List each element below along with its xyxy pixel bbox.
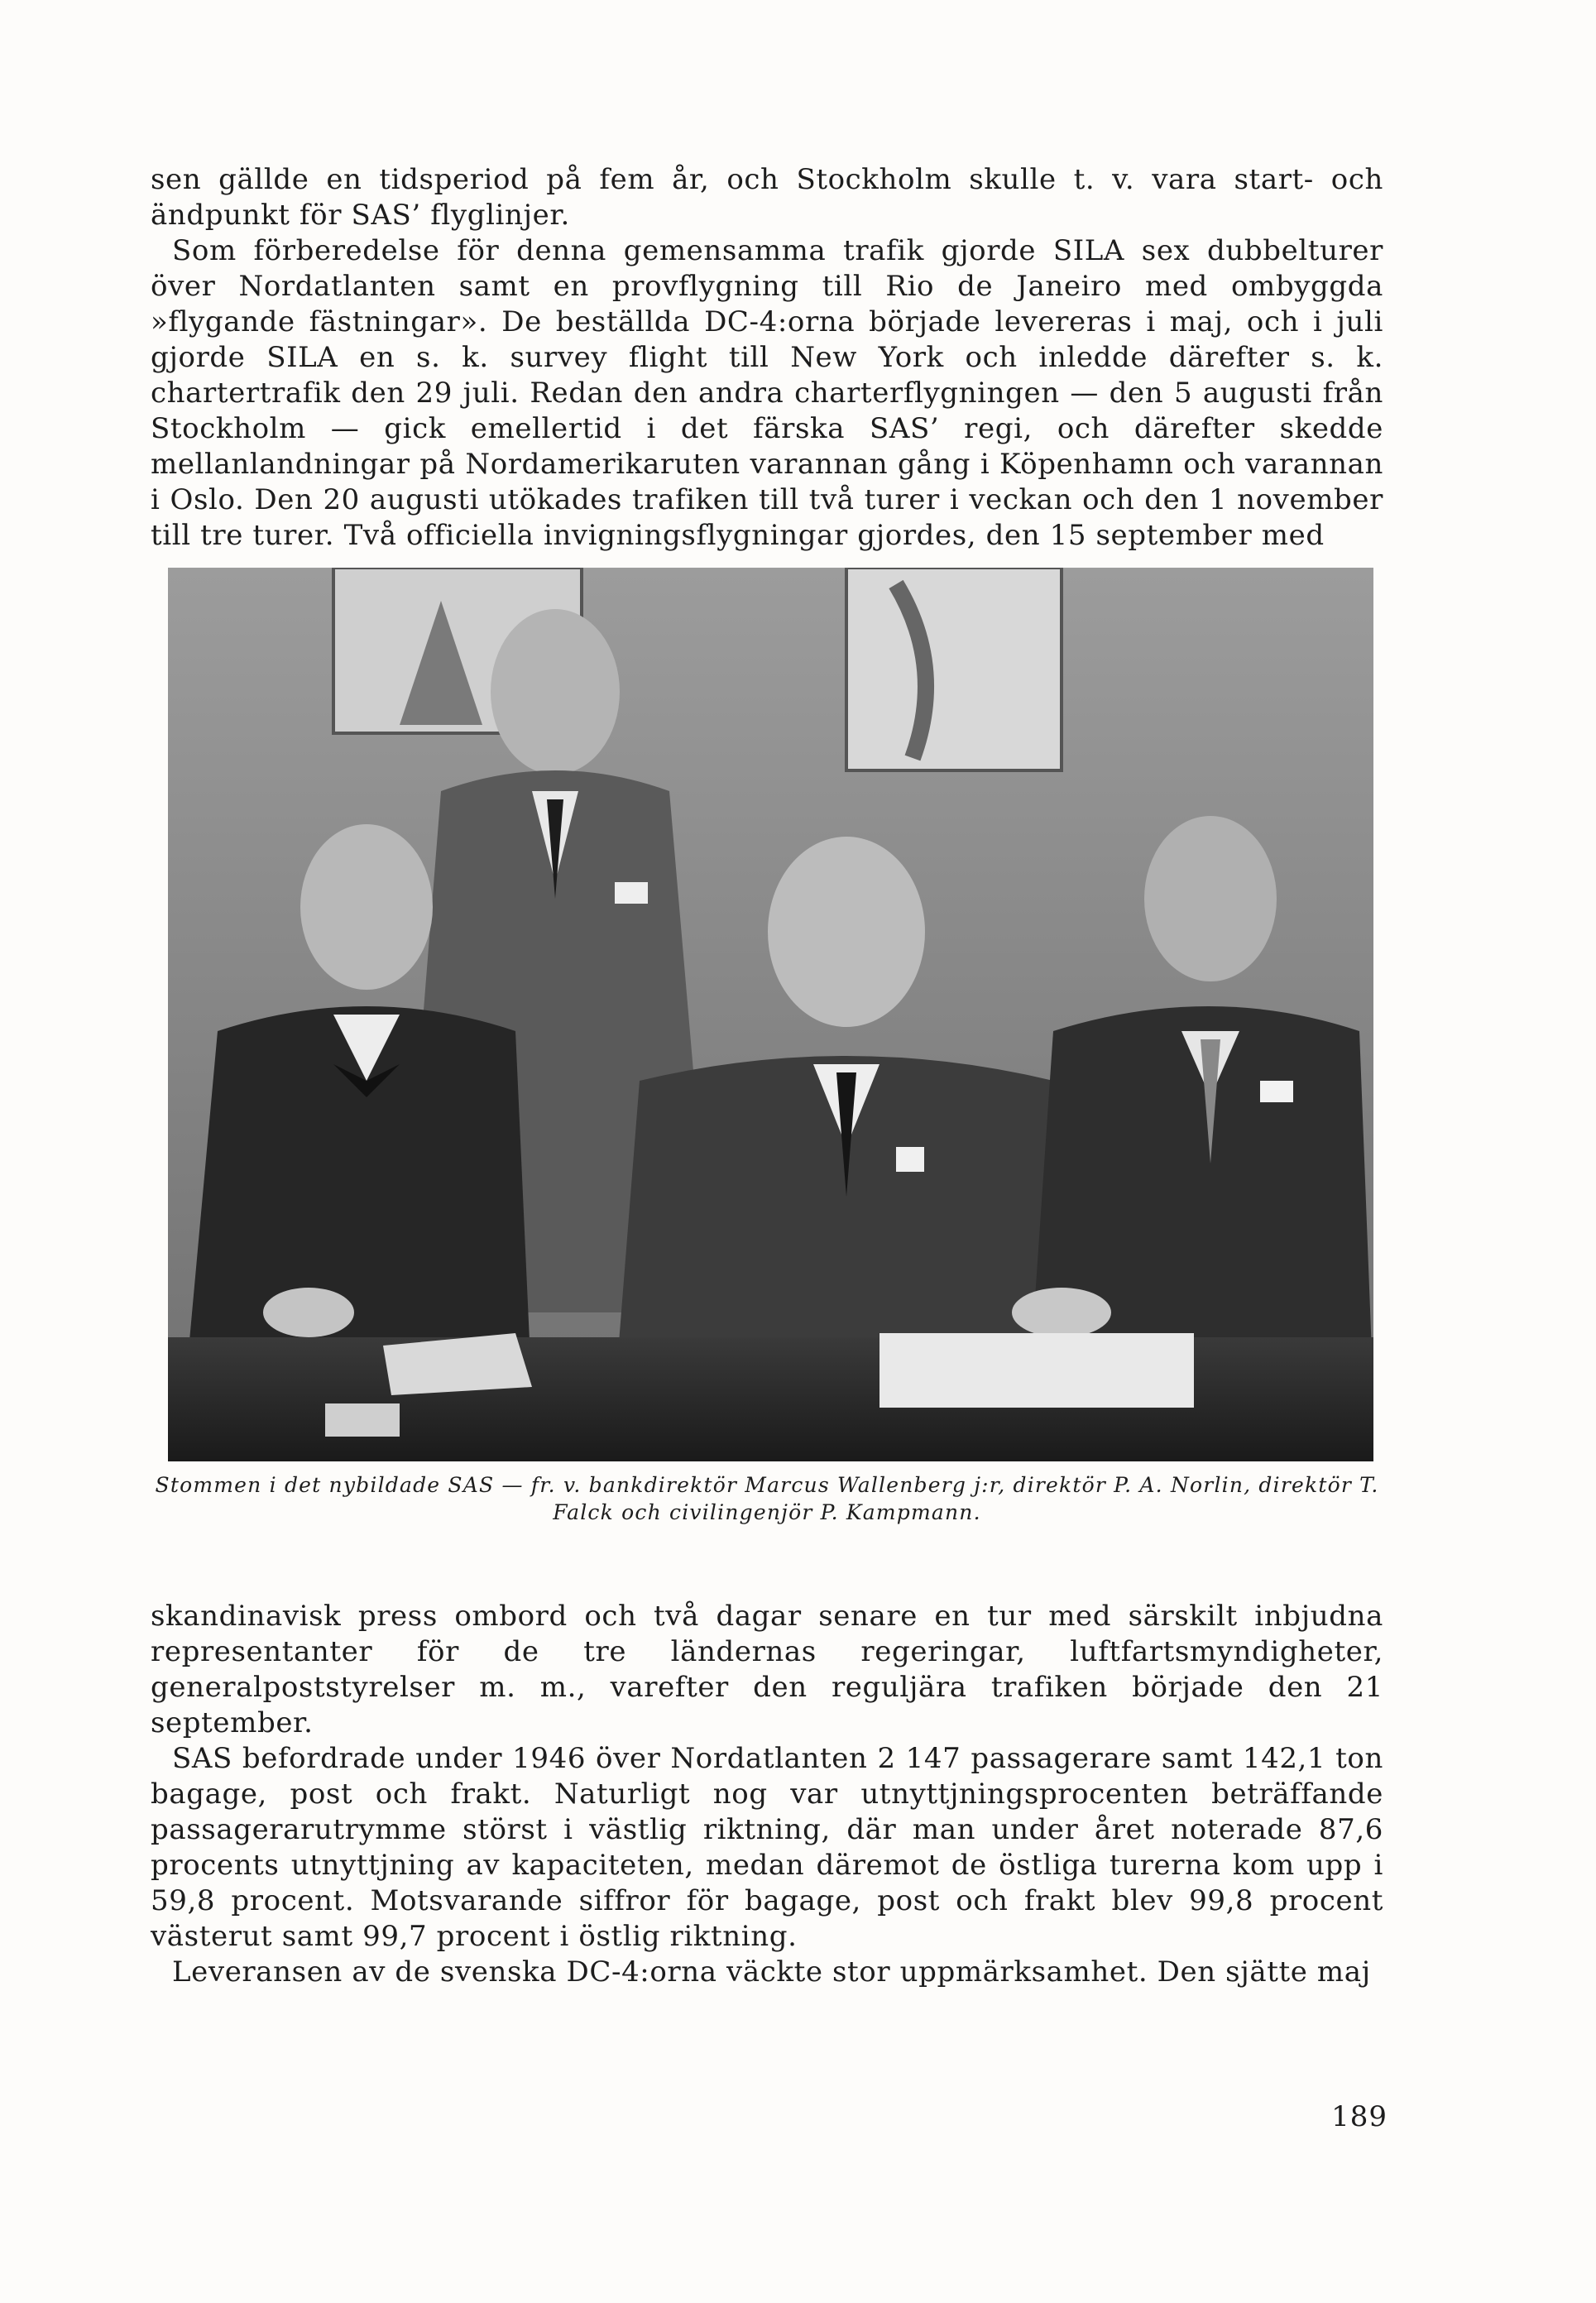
page-number: 189: [1331, 2100, 1388, 2133]
photo-illustration: [168, 568, 1373, 1461]
wall-picture-right: [846, 568, 1062, 770]
paragraph: SAS befordrade under 1946 över Nordatlanten 2 147 passagerare samt 142,1 ton bagage, post och frakt. Naturligt nog var utnyttjningsprocenten beträffande passagerarutrymme störst i västlig riktning, där man under året noterade 87,6 procents utnyttjning av kapaciteten, medan däremot de östliga turerna kom upp i 59,8 procent. Motsvarande siffror för bagage, post och frakt blev 99,8 procent västerut samt 99,7 procent i östlig riktning.: [151, 1742, 1383, 1953]
photo-caption: Stommen i det nybildade SAS — fr. v. bankdirektör Marcus Wallenberg j:r, direktör P. A. Norlin, direktör T. Falck och civilingenjör P. Kampmann.: [155, 1473, 1379, 1524]
paragraph: Som förberedelse för denna gemensamma trafik gjorde SILA sex dubbelturer över Nordatlanten samt en provflygning till Rio de Janeiro med ombyggda »flygande fästningar». De beställda DC-4:orna började levereras i maj, och i juli gjorde SILA en s. k. survey flight till New York och inledde därefter s. k. chartertrafik den 29 juli. Redan den andra charterflygningen — den 5 augusti från Stockholm — gick emellertid i det färska SAS’ regi, och därefter skedde mellanlandningar på Nordamerikaruten varannan gång i Köpenhamn och varannan i Oslo. Den 20 augusti utökades trafiken till två turer i veckan och den 1 november till tre turer. Två officiella invigningsflygningar gjordes, den 15 september med: [151, 234, 1383, 552]
paragraph: Leveransen av de svenska DC-4:orna väckte stor uppmärksamhet. Den sjätte maj: [172, 1955, 1371, 1989]
paragraph: skandinavisk press ombord och två dagar senare en tur med särskilt inbjudna representanter för de tre ländernas regeringar, luftfartsmyndigheter, generalpoststyrelser m. m., varefter den reguljära trafiken började den 21 september.: [151, 1600, 1383, 1739]
paper-on-table: [879, 1333, 1194, 1408]
bottom-text-block: [151, 1599, 1383, 1990]
paragraph: sen gällde en tidsperiod på fem år, och Stockholm skulle t. v. vara start- och ändpunkt för SAS’ flyglinjer.: [151, 163, 1383, 232]
top-text-block: [151, 162, 1383, 554]
group-portrait-photo: [168, 568, 1373, 1461]
